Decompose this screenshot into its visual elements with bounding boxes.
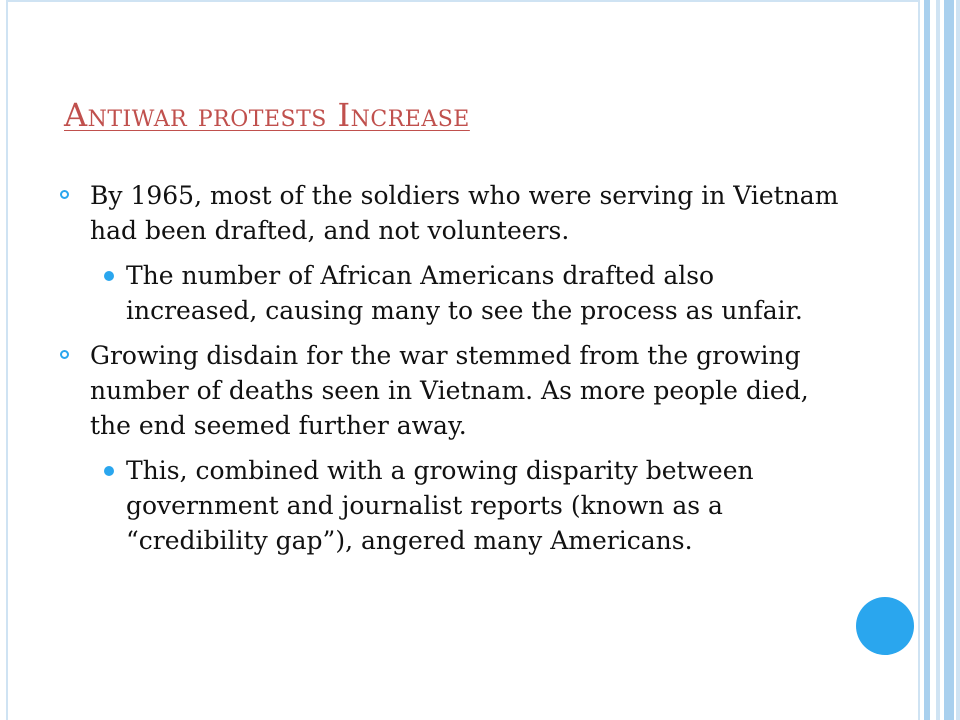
ring-bullet-icon bbox=[60, 190, 69, 199]
accent-circle bbox=[856, 597, 914, 655]
decorative-stripes bbox=[914, 0, 960, 720]
sub-bullet-text: The number of African Americans drafted also increased, causing many to see the process as unfair. bbox=[126, 261, 803, 325]
bullet-text: Growing disdain for the war stemmed from the growing number of deaths seen in Vietnam. As more people died, the end seemed further away. bbox=[90, 341, 809, 440]
frame-top-line bbox=[6, 0, 918, 2]
ring-bullet-icon bbox=[60, 350, 69, 359]
stripe-5 bbox=[956, 0, 960, 720]
bullet-list bbox=[60, 178, 840, 568]
dot-bullet-icon bbox=[104, 466, 114, 476]
bullet-item-2 bbox=[60, 338, 840, 443]
bullet-text: By 1965, most of the soldiers who were serving in Vietnam had been drafted, and not volunteers. bbox=[90, 181, 839, 245]
stripe-1 bbox=[918, 0, 920, 720]
sub-bullet-item-1 bbox=[60, 258, 840, 328]
stripe-2 bbox=[924, 0, 930, 720]
slide-title: Antiwar protests Increase bbox=[64, 96, 470, 134]
stripe-4 bbox=[944, 0, 954, 720]
sub-bullet-item-2 bbox=[60, 453, 840, 558]
frame-left-line bbox=[6, 0, 8, 720]
stripe-3 bbox=[936, 0, 940, 720]
bullet-item-1 bbox=[60, 178, 840, 248]
sub-bullet-text: This, combined with a growing disparity between government and journalist reports (known as a “credibility gap”), angered many Americans. bbox=[126, 456, 754, 555]
dot-bullet-icon bbox=[104, 271, 114, 281]
